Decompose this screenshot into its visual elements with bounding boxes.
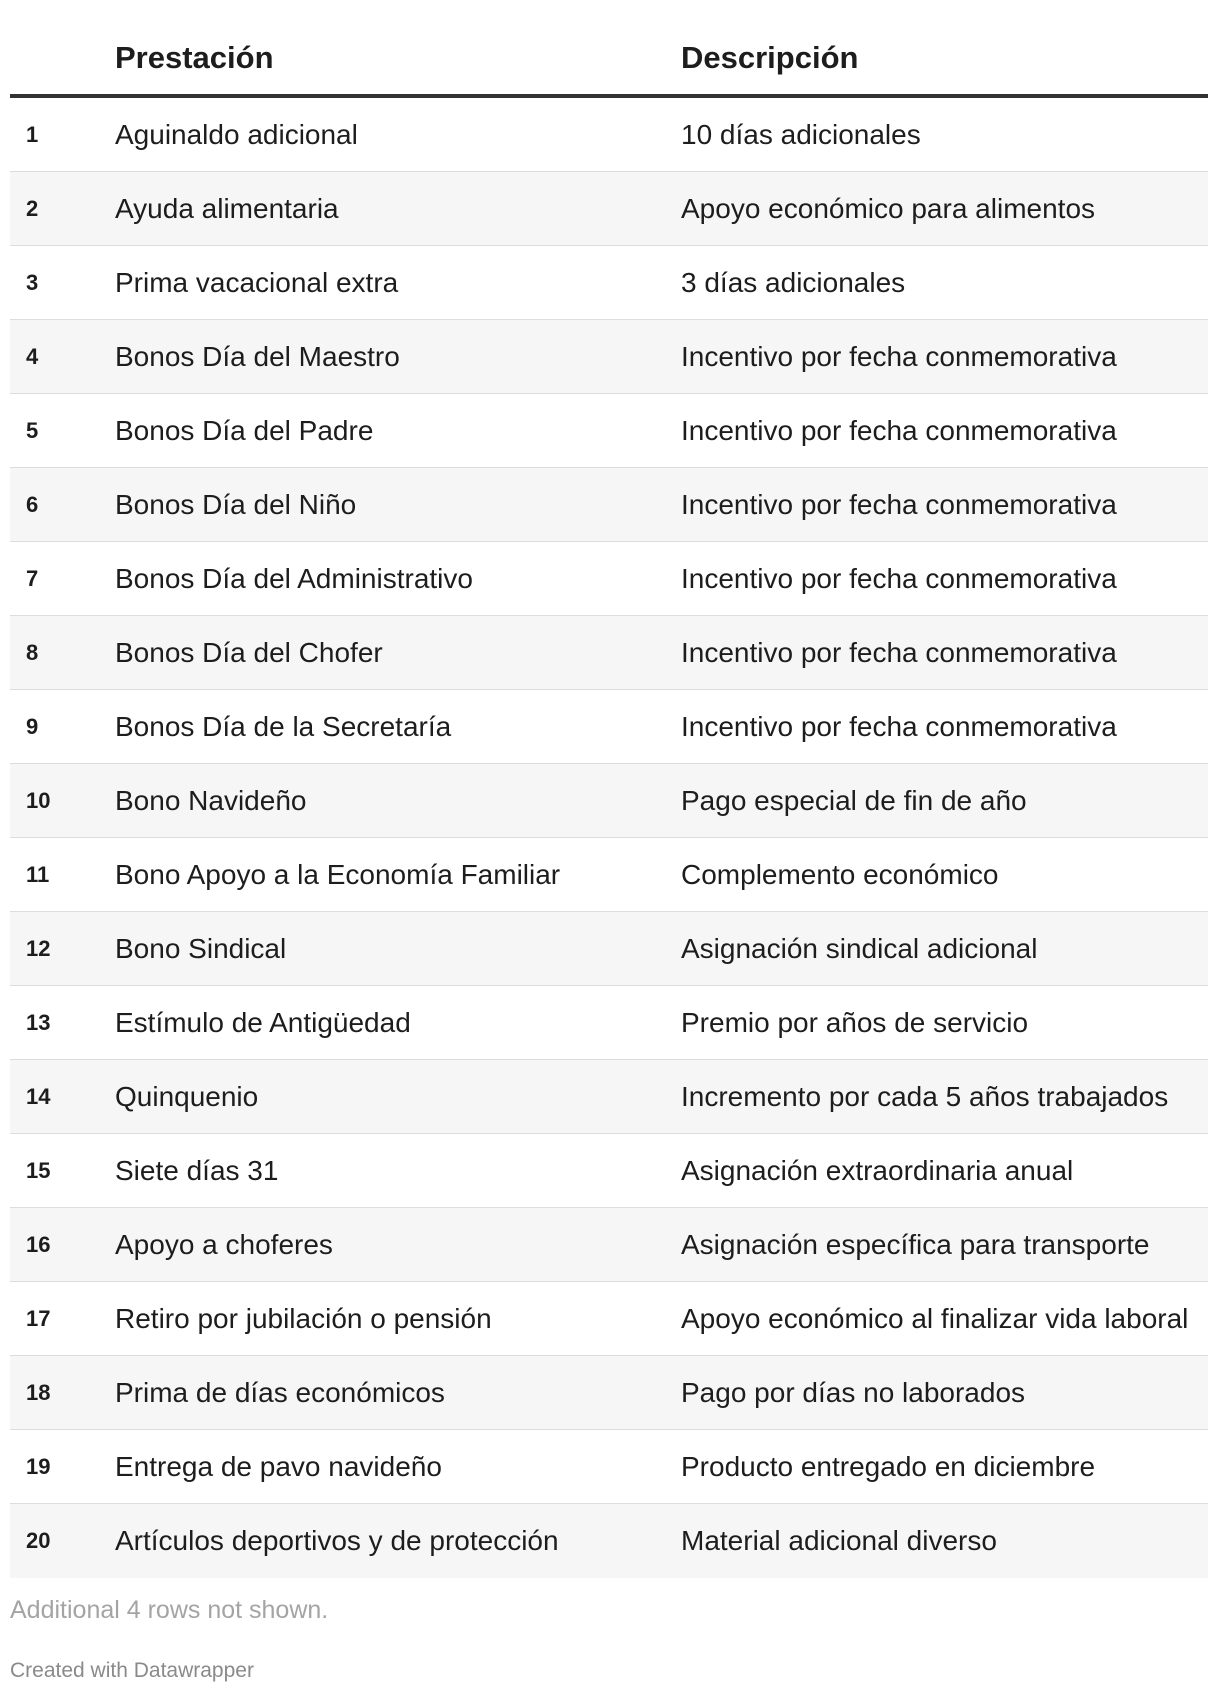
cell-descripcion: Incentivo por fecha conmemorativa [681, 710, 1117, 742]
cell-prestacion: Bonos Día de la Secretaría [115, 710, 452, 742]
cell-descripcion: Pago especial de fin de año [681, 784, 1027, 816]
row-number: 20 [26, 1528, 51, 1553]
table-row [10, 616, 1208, 690]
cell-prestacion: Bonos Día del Chofer [115, 636, 383, 668]
cell-descripcion: Apoyo económico para alimentos [681, 192, 1096, 224]
table-row [10, 172, 1208, 246]
cell-prestacion: Ayuda alimentaria [115, 192, 339, 224]
cell-prestacion: Artículos deportivos y de protección [115, 1525, 559, 1556]
table-row [10, 690, 1208, 764]
row-number: 12 [26, 935, 51, 961]
cell-descripcion: 3 días adicionales [681, 266, 906, 298]
cell-prestacion: Bonos Día del Niño [115, 488, 357, 520]
datawrapper-table [10, 0, 1208, 1683]
cell-descripcion: Incentivo por fecha conmemorativa [681, 414, 1117, 446]
row-number: 2 [26, 195, 39, 221]
cell-prestacion: Aguinaldo adicional [115, 118, 358, 150]
row-number: 6 [26, 491, 39, 517]
cell-descripcion: Producto entregado en diciembre [681, 1450, 1096, 1482]
cell-prestacion: Bono Sindical [115, 932, 287, 964]
table-row [10, 764, 1208, 838]
row-number: 4 [26, 343, 39, 369]
cell-prestacion: Siete días 31 [115, 1154, 279, 1186]
row-number: 17 [26, 1305, 51, 1331]
cell-descripcion: Pago por días no laborados [681, 1376, 1026, 1408]
table-row [10, 1282, 1208, 1356]
table-row [10, 912, 1208, 986]
cell-descripcion: Apoyo económico al finalizar vida laboral [681, 1302, 1189, 1334]
datawrapper-credit[interactable]: Created with Datawrapper [10, 1659, 254, 1682]
cell-prestacion: Bonos Día del Padre [115, 414, 374, 446]
header-prestacion[interactable]: Prestación [115, 40, 274, 75]
table-row [10, 98, 1208, 172]
cell-prestacion: Retiro por jubilación o pensión [115, 1302, 492, 1334]
table-header [10, 0, 1208, 98]
cell-descripcion: Incremento por cada 5 años trabajados [681, 1080, 1169, 1112]
cell-descripcion: Complemento económico [681, 858, 999, 890]
cell-descripcion: Asignación sindical adicional [681, 932, 1038, 964]
cell-prestacion: Bono Navideño [115, 784, 307, 816]
row-number: 9 [26, 713, 39, 739]
header-descripcion[interactable]: Descripción [681, 40, 859, 75]
table-row [10, 1134, 1208, 1208]
row-number: 1 [26, 121, 39, 147]
cell-prestacion: Bonos Día del Maestro [115, 340, 400, 372]
table-row [10, 320, 1208, 394]
row-number: 14 [26, 1083, 51, 1109]
cell-descripcion: Incentivo por fecha conmemorativa [681, 636, 1117, 668]
table-row [10, 1504, 1208, 1578]
cell-prestacion: Apoyo a choferes [115, 1228, 333, 1260]
row-number: 13 [26, 1009, 51, 1035]
table-row [10, 838, 1208, 912]
table-row [10, 246, 1208, 320]
cell-descripcion: Asignación específica para transporte [681, 1228, 1150, 1260]
cell-descripcion: Asignación extraordinaria anual [681, 1154, 1074, 1186]
row-number: 3 [26, 269, 39, 295]
cell-prestacion: Quinquenio [115, 1080, 259, 1112]
row-number: 10 [26, 787, 51, 813]
cell-prestacion: Bono Apoyo a la Economía Familiar [115, 858, 561, 890]
row-number: 15 [26, 1157, 51, 1183]
table-row [10, 542, 1208, 616]
rows-not-shown-note: Additional 4 rows not shown. [10, 1596, 329, 1624]
table-body [10, 98, 1208, 1578]
row-number: 7 [26, 565, 39, 591]
table-row [10, 1060, 1208, 1134]
table-row [10, 1356, 1208, 1430]
table-row [10, 1430, 1208, 1504]
table-row [10, 468, 1208, 542]
cell-descripcion: Incentivo por fecha conmemorativa [681, 340, 1117, 372]
cell-prestacion: Estímulo de Antigüedad [115, 1006, 411, 1038]
cell-descripcion: 10 días adicionales [681, 118, 921, 150]
cell-prestacion: Prima de días económicos [115, 1376, 445, 1408]
cell-prestacion: Bonos Día del Administrativo [115, 562, 473, 594]
cell-prestacion: Prima vacacional extra [115, 266, 399, 298]
cell-descripcion: Premio por años de servicio [681, 1006, 1029, 1038]
row-number: 16 [26, 1231, 51, 1257]
row-number: 18 [26, 1379, 51, 1405]
row-number: 5 [26, 417, 39, 443]
table-row [10, 394, 1208, 468]
cell-descripcion: Material adicional diverso [681, 1525, 997, 1556]
row-number: 8 [26, 639, 39, 665]
cell-descripcion: Incentivo por fecha conmemorativa [681, 488, 1117, 520]
cell-descripcion: Incentivo por fecha conmemorativa [681, 562, 1117, 594]
table-row [10, 986, 1208, 1060]
table-row [10, 1208, 1208, 1282]
row-number: 19 [26, 1453, 51, 1479]
cell-prestacion: Entrega de pavo navideño [115, 1450, 442, 1482]
row-number: 11 [26, 861, 50, 887]
